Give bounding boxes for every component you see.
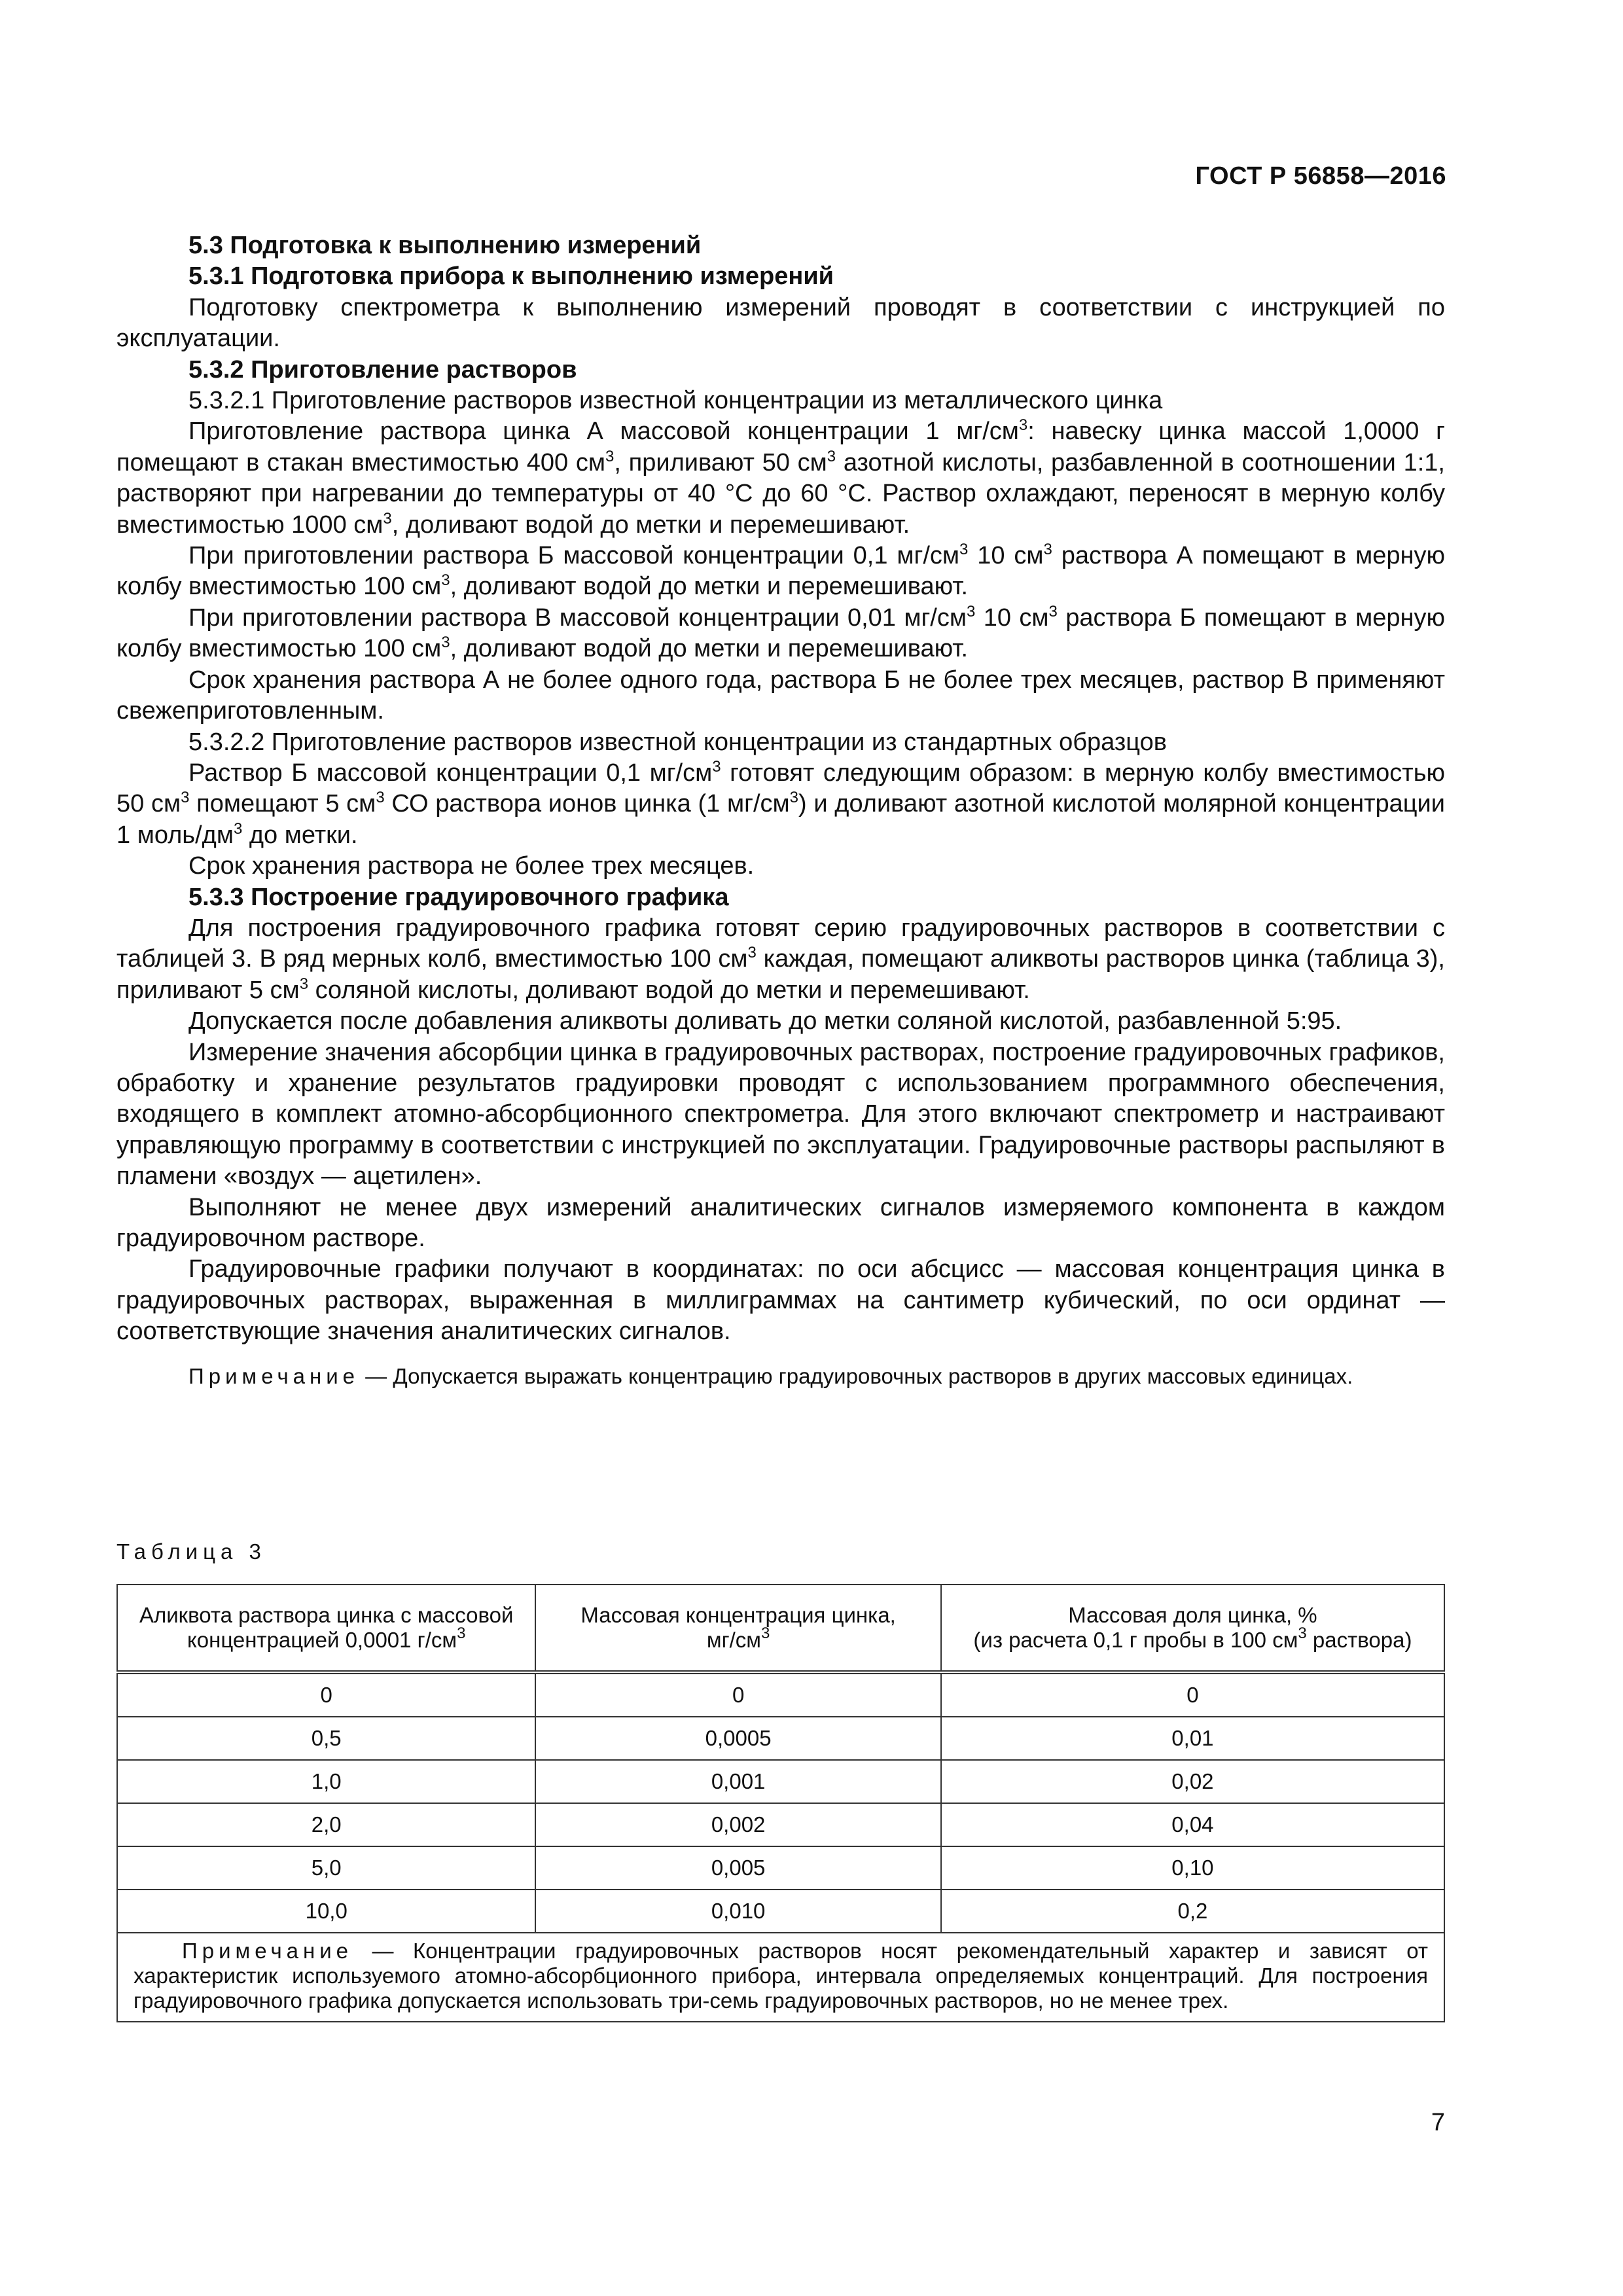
paragraph-spectrometer-prep: Подготовку спектрометра к выполнению измерений проводят в соответствии с инструкцией по эксплуатации.	[116, 293, 1445, 353]
table-cell: 0	[941, 1672, 1444, 1717]
section-5-3-2-1-title: 5.3.2.1 Приготовление растворов известной концентрации из металлического цинка	[188, 387, 1163, 415]
paragraph-calibration-series: Для построения градуировочного графика готовят серию градуировочных растворов в соответствии с таблицей 3. В ряд мерных колб, вместимостью 100 $см^3$ каждая, помещают аликвоты растворов цинка (таблица 3), приливают 5 $см^3$ соляной кислоты, доливают водой до метки и перемешивают.	[116, 914, 1445, 1004]
header-mass-concentration: Массовая концентрация цинка, $мг/см^3$	[535, 1585, 940, 1672]
table-cell: 1,0	[117, 1760, 535, 1803]
paragraph-coordinates: Градуировочные графики получают в координатах: по оси абсцисс — массовая концентрация цинка в градуировочных растворах, выраженная в миллиграммах на сантиметр кубический, по оси ординат — соответствующие значения аналитических сигналов.	[116, 1255, 1445, 1346]
paragraph-measurement: Измерение значения абсорбции цинка в градуировочных растворах, построение градуировочных графиков, обработку и хранение результатов градуировки проводят с использованием программного обеспечения, входящего в комплект атомно-абсорбционного спектрометра. Для этого включают спектрометр и настраивают управляющую программу в соответствии с инструкцией по эксплуатации. Градуировочные растворы распыляют в пламени «воздух — ацетилен».	[116, 1038, 1445, 1191]
table-cell: 0	[117, 1672, 535, 1717]
section-5-3-3-title: 5.3.3 Построение градуировочного графика	[188, 883, 729, 911]
section-5-3-title: 5.3 Подготовка к выполнению измерений	[188, 232, 702, 259]
table-cell: 0,01	[941, 1717, 1444, 1760]
table-cell: 0,02	[941, 1760, 1444, 1803]
table-caption: Таблица 3	[116, 1539, 266, 1564]
paragraph-solution-a: Приготовление раствора цинка А массовой концентрации 1 $мг/см^3$: навеску цинка массой 1,0000 г помещают в стакан вместимостью 400 $см^3$, приливают 50 $см^3$ азотной кислоты, разбавленной в соотношении 1:1, растворяют при нагревании до температуры от 40 °С до 60 °С. Раствор охлаждают, переносят в мерную колбу вместимостью 1000 $см^3$, доливают водой до метки и перемешивают.	[116, 416, 1445, 539]
table-row	[117, 1672, 1444, 1717]
table-cell: 0,2	[941, 1890, 1444, 1933]
table-cell: 0,001	[535, 1760, 940, 1803]
paragraph-solution-from-standard: Раствор Б массовой концентрации 0,1 $мг/см^3$ готовят следующим образом: в мерную колбу вместимостью 50 $см^3$ помещают 5 $см^3$ СО раствора ионов цинка (1 $мг/см^3$) и доливают азотной кислотой молярной концентрации 1 моль/$дм^3$ до метки.	[116, 757, 1446, 849]
table-cell: 0,5	[117, 1717, 535, 1760]
table-row	[117, 1890, 1444, 1933]
header-aliquot: Аликвота раствора цинка с массовой концентрацией 0,0001 $г/см^3$	[117, 1585, 535, 1672]
paragraph-allowed-acid: Допускается после добавления аликвоты доливать до метки соляной кислотой, разбавленной 5:95.	[188, 1007, 1342, 1035]
table-3	[116, 1584, 1445, 2022]
table-cell: 0,002	[535, 1803, 940, 1846]
table-row	[117, 1803, 1444, 1846]
note-label: Примечание	[188, 1363, 360, 1388]
section-5-3-2-title: 5.3.2 Приготовление растворов	[188, 355, 577, 384]
table-cell: 0	[535, 1672, 940, 1717]
table-note-text: — Концентрации градуировочных растворов носят рекомендательный характер и зависят от характеристик используемого атомно-абсорбционного прибора, интервала определяемых концентраций. Для построения градуировочного графика допускается использовать три-семь градуировочных растворов, но не менее трех.	[134, 1939, 1428, 2013]
table-cell: 2,0	[117, 1803, 535, 1846]
section-5-3-2-2-title: 5.3.2.2 Приготовление растворов известной концентрации из стандартных образцов	[188, 728, 1167, 756]
table-note-label: Примечание	[182, 1939, 353, 1963]
table-cell: 10,0	[117, 1890, 535, 1933]
paragraph-solution-v: При приготовлении раствора В массовой концентрации 0,01 $мг/см^3$ 10 $см^3$ раствора Б помещают в мерную колбу вместимостью 100 $см^3$, доливают водой до метки и перемешивают.	[116, 602, 1446, 663]
table-cell: 0,010	[535, 1890, 940, 1933]
document-header: ГОСТ Р 56858—2016	[1195, 162, 1446, 190]
note-paragraph	[116, 1362, 1445, 1391]
table-note	[117, 1933, 1444, 2022]
table-cell: 5,0	[117, 1846, 535, 1890]
header-mass-fraction: Массовая доля цинка, % (из расчета 0,1 г пробы в 100 $см^3$ раствора)	[941, 1585, 1444, 1672]
paragraph-solution-b: При приготовлении раствора Б массовой концентрации 0,1 $мг/см^3$ 10 $см^3$ раствора А помещают в мерную колбу вместимостью 100 $см^3$, доливают водой до метки и перемешивают.	[116, 541, 1446, 601]
body-text	[116, 230, 1445, 1391]
table-row	[117, 1760, 1444, 1803]
page-number: 7	[1431, 2109, 1445, 2136]
table-row	[117, 1846, 1444, 1890]
note-text: — Допускается выражать концентрацию градуировочных растворов в других массовых единицах.	[359, 1363, 1353, 1388]
paragraph-storage-2: Срок хранения раствора не более трех месяцев.	[188, 852, 755, 880]
table-cell: 0,0005	[535, 1717, 940, 1760]
table-note-row	[117, 1933, 1444, 2022]
table-row	[117, 1717, 1444, 1760]
paragraph-storage-1: Срок хранения раствора А не более одного года, раствора Б не более трех месяцев, раствор В применяют свежеприготовленным.	[116, 666, 1445, 725]
table-cell: 0,04	[941, 1803, 1444, 1846]
paragraph-two-measurements: Выполняют не менее двух измерений аналитических сигналов измеряемого компонента в каждом градуировочном растворе.	[116, 1193, 1445, 1252]
table-header-row	[117, 1585, 1444, 1672]
table-cell: 0,005	[535, 1846, 940, 1890]
table-cell: 0,10	[941, 1846, 1444, 1890]
section-5-3-1-title: 5.3.1 Подготовка прибора к выполнению измерений	[188, 262, 834, 291]
